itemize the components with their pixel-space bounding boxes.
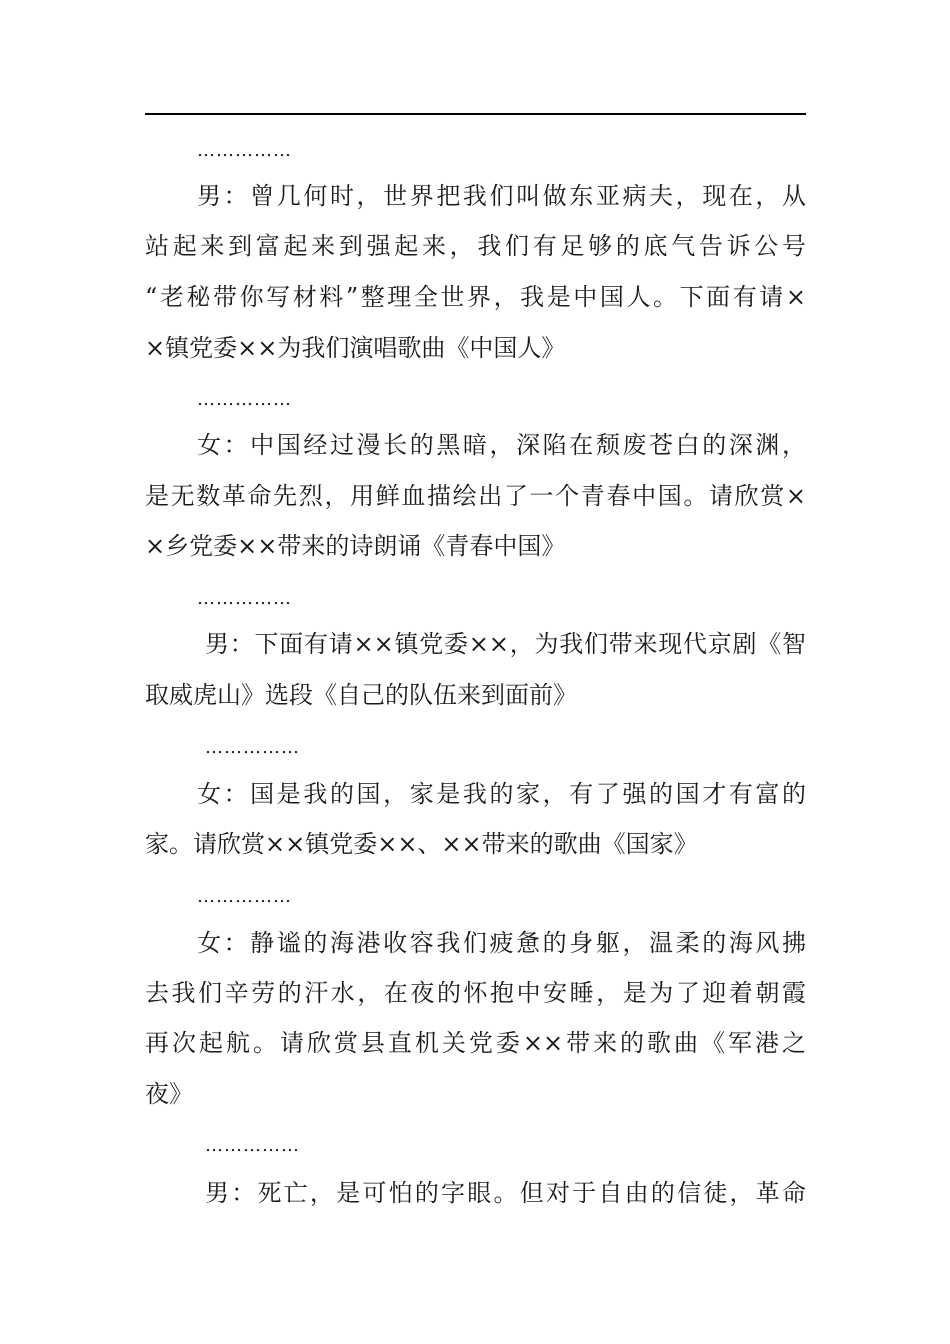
ellipsis-separator: …………… [205, 1135, 300, 1156]
paragraph-line: 再次起航。请欣赏县直机关党委××带来的歌曲《军港之 [145, 1029, 806, 1057]
paragraph-line: 站起来到富起来到强起来，我们有足够的底气告诉公号 [145, 232, 806, 260]
paragraph-line: 女：中国经过漫长的黑暗，深陷在颓废苍白的深渊， [197, 431, 806, 459]
header-rule [145, 113, 806, 115]
paragraph-line: 是无数革命先烈，用鲜血描绘出了一个青春中国。请欣赏× [145, 482, 806, 510]
paragraph-line: 取威虎山》选段《自己的队伍来到面前》 [145, 681, 577, 709]
ellipsis-separator: …………… [197, 389, 292, 410]
paragraph-line: ×乡党委××带来的诗朗诵《青春中国》 [145, 532, 566, 560]
paragraph-line: 男：曾几何时，世界把我们叫做东亚病夫，现在，从 [197, 182, 806, 210]
paragraph-line: 男：死亡，是可怕的字眼。但对于自由的信徒，革命 [205, 1179, 806, 1207]
paragraph-line: 去我们辛劳的汗水，在夜的怀抱中安睡，是为了迎着朝霞 [145, 979, 806, 1007]
ellipsis-separator: …………… [197, 886, 292, 907]
paragraph-line: 女：静谧的海港收容我们疲惫的身躯，温柔的海风拂 [197, 929, 806, 957]
paragraph-line: 夜》 [145, 1080, 193, 1108]
paragraph-line: 男：下面有请××镇党委××，为我们带来现代京剧《智 [205, 630, 806, 658]
paragraph-line: ×镇党委××为我们演唱歌曲《中国人》 [145, 334, 566, 362]
ellipsis-separator: …………… [197, 588, 292, 609]
paragraph-line: 家。请欣赏××镇党委××、××带来的歌曲《国家》 [145, 830, 698, 858]
paragraph-line: “老秘带你写材料”整理全世界，我是中国人。下面有请× [145, 283, 806, 311]
ellipsis-separator: …………… [205, 737, 300, 758]
paragraph-line: 女：国是我的国，家是我的家，有了强的国才有富的 [197, 780, 806, 808]
ellipsis-separator: …………… [197, 140, 292, 161]
